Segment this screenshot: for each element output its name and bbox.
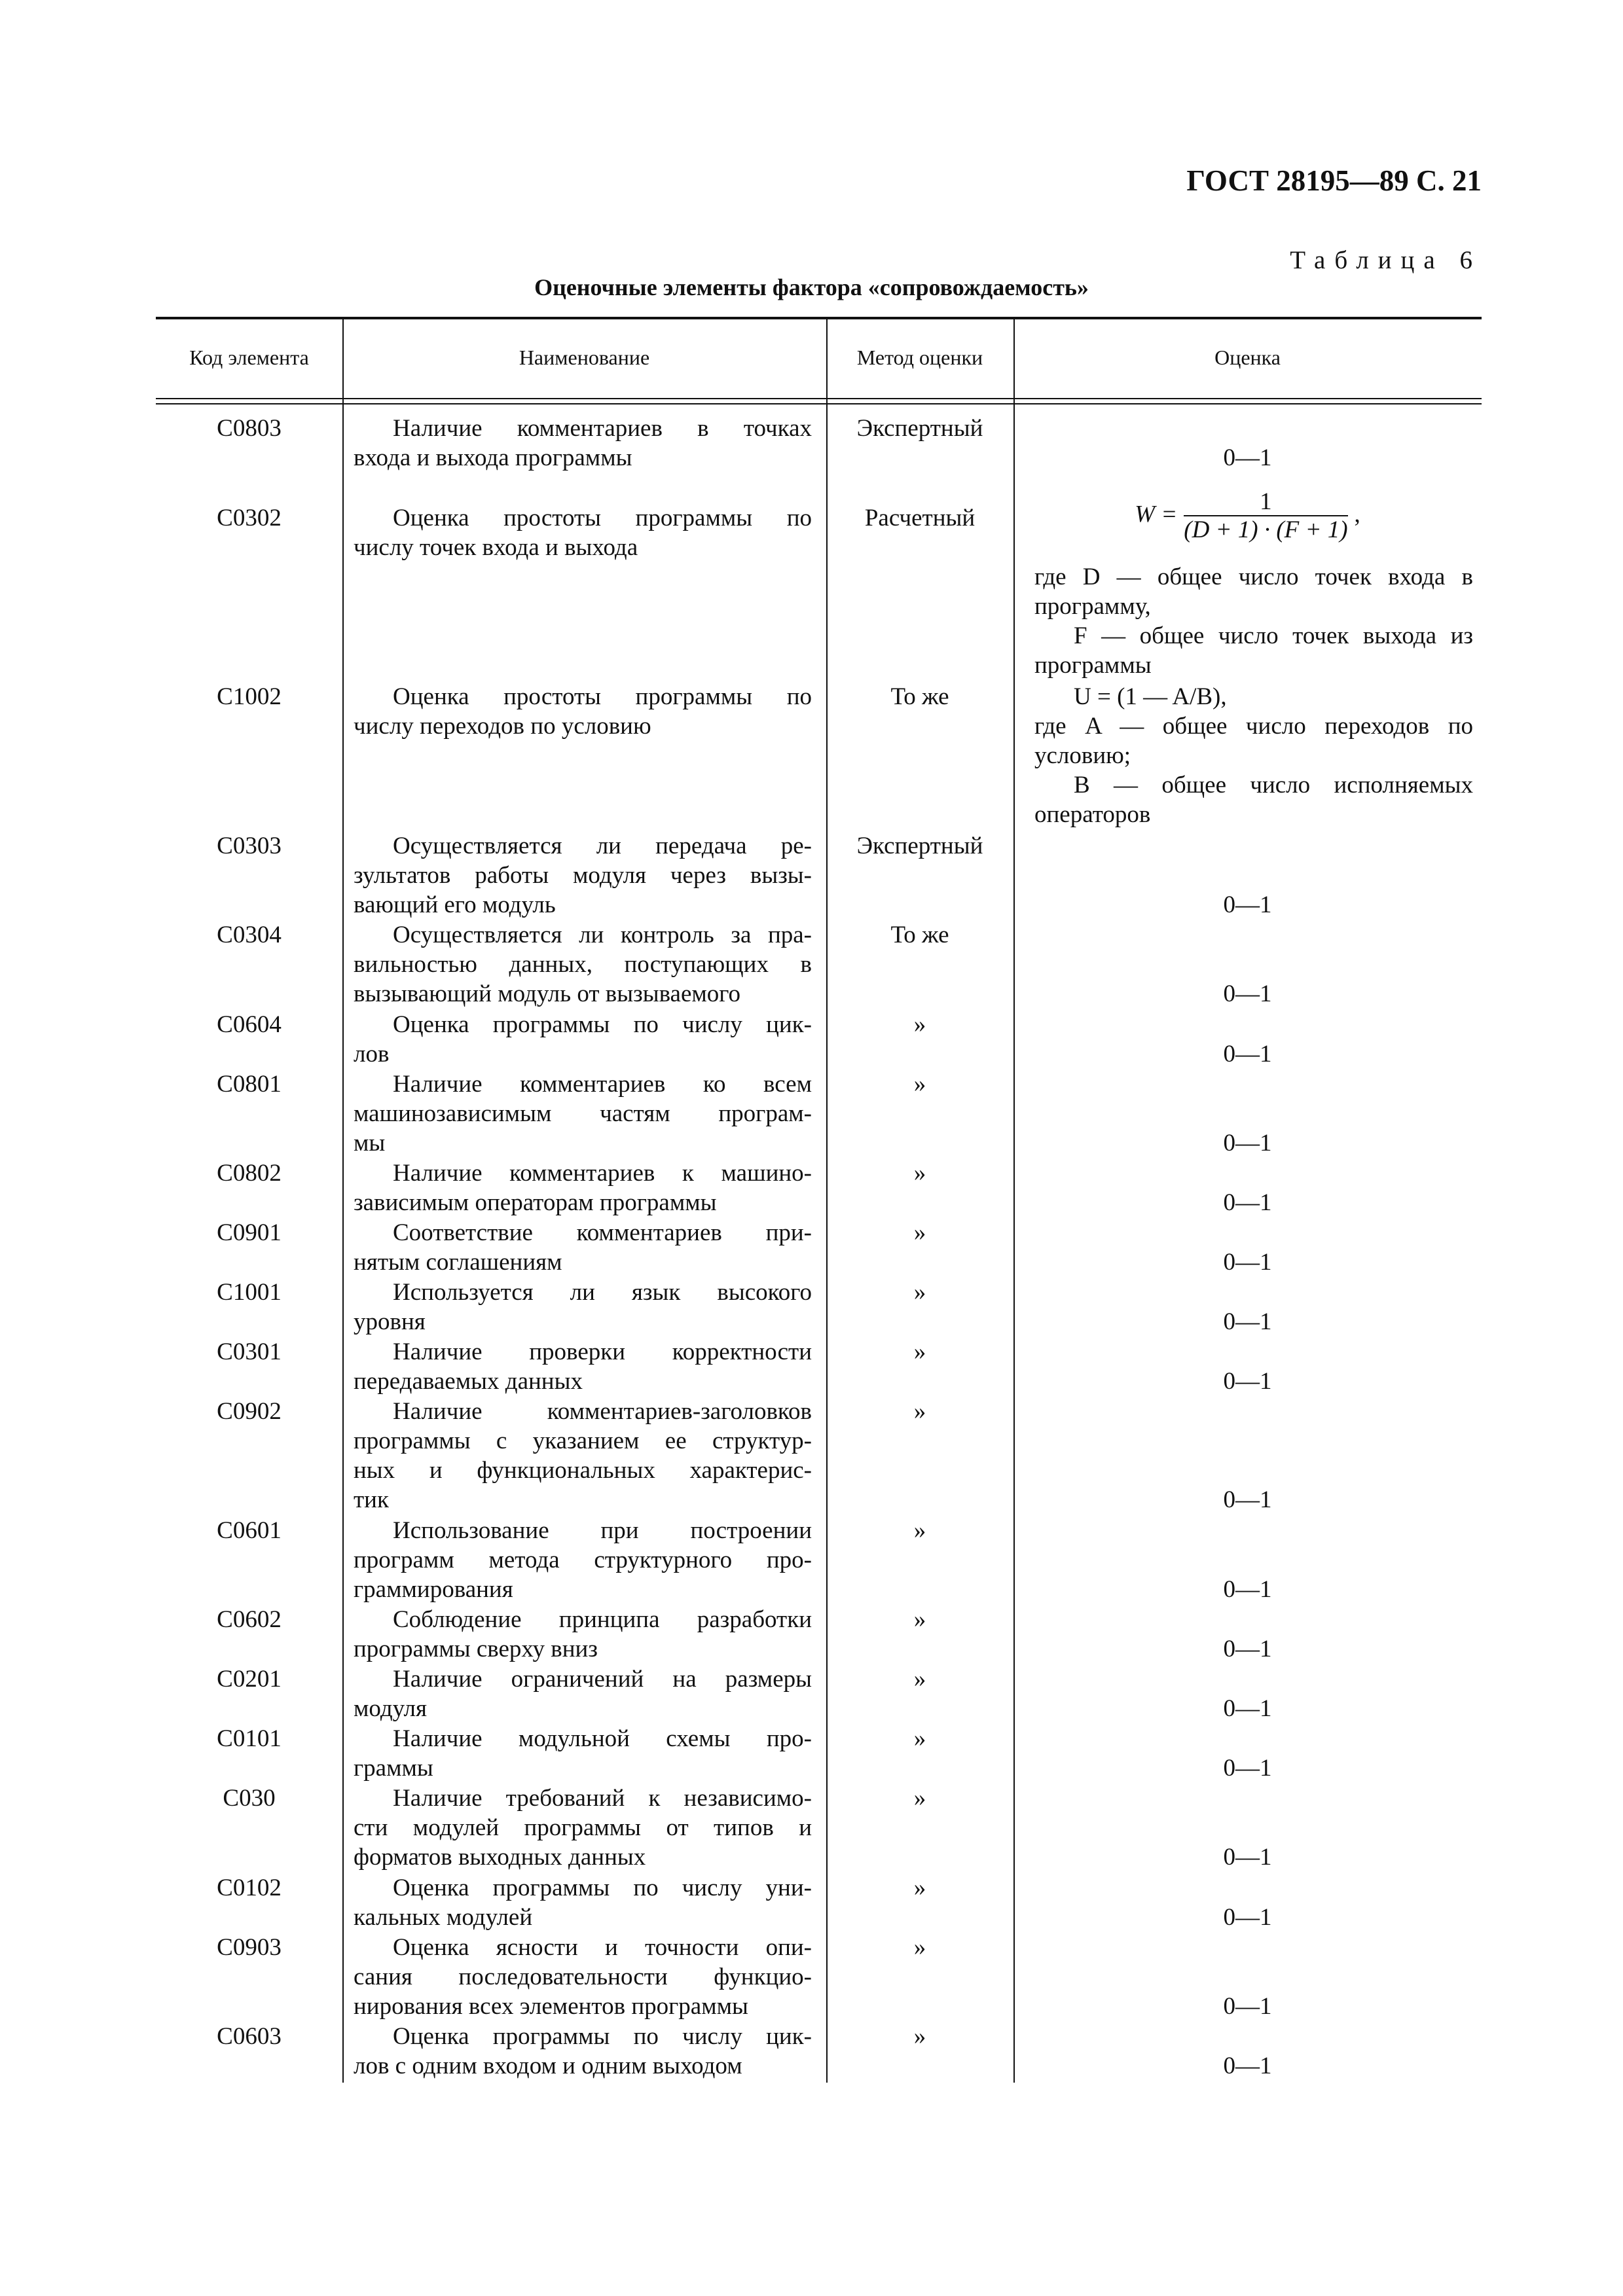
evaluation-method: То же <box>890 683 949 710</box>
table-title: Оценочные элементы фактора «сопровождаемость» <box>534 274 1089 300</box>
score-range: 0—1 <box>1223 1368 1272 1395</box>
score-range: 0—1 <box>1223 1695 1272 1722</box>
evaluation-method: » <box>913 1011 926 1038</box>
element-code: C0901 <box>217 1219 282 1246</box>
element-name: Наличие комментариев-заголовков программы с указанием ее структур- ных и функциональных характерис- тик <box>354 1398 812 1513</box>
formula-u <box>1034 682 1473 829</box>
element-name: Соблюдение принципа разработки программы сверху вниз <box>354 1606 812 1662</box>
table-number: Таблица 6 <box>1290 246 1482 274</box>
element-code: C0601 <box>217 1517 282 1544</box>
evaluation-method: » <box>913 1219 926 1246</box>
evaluation-method: » <box>913 1725 926 1752</box>
evaluation-method: » <box>913 1934 926 1961</box>
element-name: Осуществляется ли передача ре- зультатов работы модуля через вызы- вающий его модуль <box>354 833 812 918</box>
score-range: 0—1 <box>1223 1249 1272 1276</box>
score-range: 0—1 <box>1223 980 1272 1007</box>
score-range: 0—1 <box>1223 1636 1272 1662</box>
formula-trail: , <box>1354 501 1360 528</box>
formula-u-line-1: где A — общее число переходов по условию; <box>1034 713 1473 769</box>
element-name: Наличие комментариев в точках входа и выхода программы <box>354 415 812 471</box>
score-range: 0—1 <box>1223 1844 1272 1871</box>
element-code: C0304 <box>217 922 282 948</box>
evaluation-method: » <box>913 2023 926 2050</box>
header-rule <box>156 398 1482 399</box>
element-code: C0802 <box>217 1160 282 1187</box>
formula-denominator: (D + 1) · (F + 1) <box>1184 516 1348 543</box>
score-range: 0—1 <box>1223 1041 1272 1067</box>
column-header-name: Наименование <box>519 346 650 369</box>
score-range: 0—1 <box>1223 1189 1272 1216</box>
element-code: C0602 <box>217 1606 282 1633</box>
element-code: C0803 <box>217 415 282 442</box>
evaluation-method: То же <box>890 922 949 948</box>
assessment-table <box>156 317 1482 2083</box>
element-name: Наличие комментариев к машино- зависимым операторам программы <box>354 1160 812 1216</box>
element-name: Используется ли язык высокого уровня <box>354 1279 812 1335</box>
score-range: 0—1 <box>1223 891 1272 918</box>
element-code: C0801 <box>217 1071 282 1098</box>
element-name: Наличие комментариев ко всем машинозависимым частям програм- мы <box>354 1071 812 1157</box>
page-header: ГОСТ 28195—89 С. 21 <box>1186 164 1482 197</box>
score-range: 0—1 <box>1223 1130 1272 1157</box>
evaluation-method: Расчетный <box>864 505 976 531</box>
element-name: Наличие проверки корректности передаваемых данных <box>354 1338 812 1395</box>
evaluation-method: » <box>913 1785 926 1812</box>
element-code: C030 <box>223 1785 276 1812</box>
evaluation-method: » <box>913 1517 926 1544</box>
element-code: C1002 <box>217 683 282 710</box>
column-divider <box>342 317 344 2083</box>
formula-fraction <box>1184 489 1347 544</box>
evaluation-method: » <box>913 1071 926 1098</box>
evaluation-method: Экспертный <box>856 415 983 442</box>
element-name: Наличие требований к независимо- сти модулей программы от типов и форматов выходных данных <box>354 1785 812 1871</box>
score-range: 0—1 <box>1223 1486 1272 1513</box>
formula-u-expression: U = (1 — A/B), <box>1074 683 1227 710</box>
element-code: C0201 <box>217 1666 282 1693</box>
evaluation-method: » <box>913 1279 926 1306</box>
element-code: C1001 <box>217 1279 282 1306</box>
score-range: 0—1 <box>1223 1993 1272 2020</box>
header-rule-double <box>156 403 1482 404</box>
evaluation-method: » <box>913 1874 926 1901</box>
score-range: 0—1 <box>1223 1755 1272 1782</box>
column-divider <box>826 317 828 2083</box>
formula-w-line-1: где D — общее число точек входа в программу, <box>1034 564 1473 620</box>
formula-numerator: 1 <box>1184 489 1347 516</box>
element-code: C0301 <box>217 1338 282 1365</box>
formula-w <box>1013 489 1482 544</box>
column-header-score: Оценка <box>1214 346 1281 369</box>
element-code: C0902 <box>217 1398 282 1425</box>
element-name: Оценка простоты программы по числу точек входа и выхода <box>354 505 812 561</box>
element-name: Оценка программы по числу цик- лов <box>354 1011 812 1067</box>
element-code: C0102 <box>217 1874 282 1901</box>
element-name: Оценка программы по числу цик- лов с одним входом и одним выходом <box>354 2023 812 2079</box>
column-header-method: Метод оценки <box>856 346 983 369</box>
element-code: C0604 <box>217 1011 282 1038</box>
element-name: Оценка программы по числу уни- кальных модулей <box>354 1874 812 1931</box>
formula-w-line-2: F — общее число точек выхода из программы <box>1034 622 1473 679</box>
score-range: 0—1 <box>1223 1904 1272 1931</box>
evaluation-method: » <box>913 1666 926 1693</box>
score-range: 0—1 <box>1223 1576 1272 1603</box>
element-name: Соответствие комментариев при- нятым соглашениям <box>354 1219 812 1276</box>
element-code: C0303 <box>217 833 282 859</box>
element-code: C0603 <box>217 2023 282 2050</box>
score-range: 0—1 <box>1223 444 1272 471</box>
formula-w-explanation <box>1034 562 1473 680</box>
column-header-code: Код элемента <box>189 346 309 369</box>
element-name: Использование при построении программ метода структурного про- граммирования <box>354 1517 812 1603</box>
element-name: Наличие модульной схемы про- граммы <box>354 1725 812 1782</box>
element-code: C0903 <box>217 1934 282 1961</box>
evaluation-method: » <box>913 1338 926 1365</box>
formula-lhs: W = <box>1135 501 1178 528</box>
evaluation-method: » <box>913 1606 926 1633</box>
element-name: Оценка ясности и точности опи- сания последовательности функцио- нирования всех элементов программы <box>354 1934 812 2020</box>
element-code: C0101 <box>217 1725 282 1752</box>
score-range: 0—1 <box>1223 1308 1272 1335</box>
score-range: 0—1 <box>1223 2053 1272 2079</box>
element-code: C0302 <box>217 505 282 531</box>
element-name: Оценка простоты программы по числу переходов по условию <box>354 683 812 740</box>
evaluation-method: » <box>913 1160 926 1187</box>
evaluation-method: » <box>913 1398 926 1425</box>
element-name: Наличие ограничений на размеры модуля <box>354 1666 812 1722</box>
element-name: Осуществляется ли контроль за пра- вильностью данных, поступающих в вызывающий модуль от вызываемого <box>354 922 812 1007</box>
formula-u-line-2: B — общее число исполняемых операторов <box>1034 772 1473 828</box>
evaluation-method: Экспертный <box>856 833 983 859</box>
